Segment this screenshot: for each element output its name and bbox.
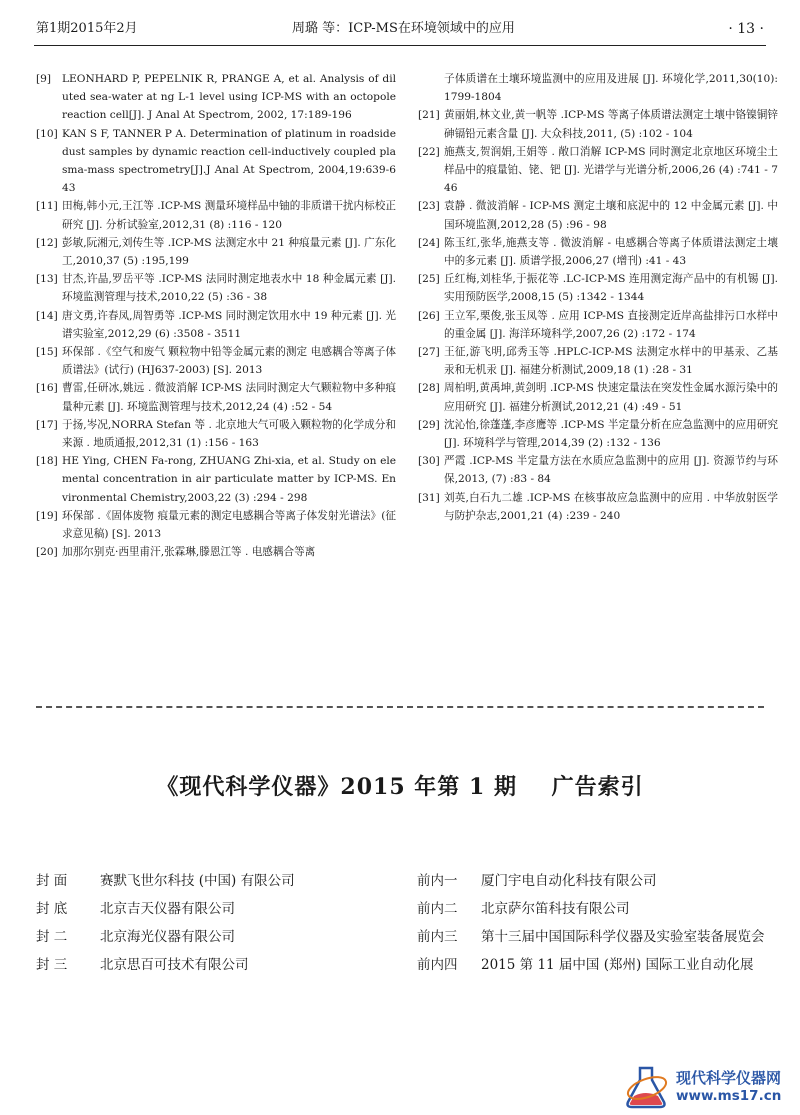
reference-text: 于扬,岑况,NORRA Stefan 等 . 北京地大气可吸入颗粒物的化学成分和来源 . 地质通报,2012,31 (1) :156 - 163 (62, 418, 396, 450)
reference-text: 丘红梅,刘桂华,于振花等 .LC-ICP-MS 连用测定海产品中的有机锡 [J]. 实用预防医学,2008,15 (5) :1342 - 1344 (444, 273, 778, 304)
reference-text: 彭敏,阮湘元,刘传生等 .ICP-MS 法测定水中 21 种痕量元素 [J]. 广东化工,2010,37 (5) :195,199 (62, 236, 396, 268)
reference-item (418, 452, 778, 488)
reference-text: 袁静 . 微波消解 - ICP-MS 测定土壤和底泥中的 12 中金属元素 [J]. 中国环境监测,2012,28 (5) :96 - 98 (444, 200, 778, 231)
reference-item (418, 379, 778, 415)
reference-text: 周柏明,黄禹坤,黄剑明 .ICP-MS 快速定量法在突发性金属水源污染中的应用研究 [J]. 福建分析测试,2012,21 (4) :49 - 51 (444, 382, 778, 413)
reference-text: 黄丽娟,林文业,黄一帆等 .ICP-MS 等离子体质谱法测定土壤中铬镍铜锌砷镉铅元素含量 [J]. 大众科技,2011, (5) :102 - 104 (444, 109, 778, 140)
reference-item (418, 270, 778, 306)
reference-item (418, 416, 778, 452)
reference-text: 唐文勇,许春凤,周智勇等 .ICP-MS 同时测定饮用水中 19 种元素 [J]. 光谱实验室,2012,29 (6) :3508 - 3511 (62, 309, 396, 340)
advertiser-name: 北京思百可技术有限公司 (100, 957, 249, 973)
header-divider (34, 45, 766, 46)
flask-icon (622, 1064, 672, 1110)
reference-text: 环保部 .《固体废物 痕量元素的测定电感耦合等离子体发射光谱法》(征求意见稿) [S]. 2013 (62, 509, 396, 541)
reference-item (418, 234, 778, 270)
ad-index-row (36, 954, 396, 982)
reference-item (418, 307, 778, 343)
ad-index-row (417, 926, 787, 954)
reference-number: [23] (418, 200, 440, 213)
reference-number: [16] (36, 382, 58, 395)
ad-index-left-list (36, 870, 396, 982)
reference-item (36, 507, 396, 543)
reference-number: [20] (36, 546, 58, 559)
reference-number: [19] (36, 509, 58, 522)
ad-index-row (417, 870, 787, 898)
reference-item (418, 343, 778, 379)
reference-number: [21] (418, 109, 440, 122)
page-header (36, 17, 764, 41)
reference-number: [30] (418, 455, 440, 468)
reference-text: 陈玉红,张华,施燕支等 . 微波消解 - 电感耦合等离子体质谱法测定土壤中的多元素 [J]. 质谱学报,2006,27 (增刊) :41 - 43 (444, 236, 778, 268)
ad-position: 前内三 (417, 929, 458, 945)
reference-number: [27] (418, 346, 440, 359)
ad-position: 前内二 (417, 901, 458, 917)
advertiser-name: 第十三届中国国际科学仪器及实验室装备展览会 (481, 929, 765, 945)
reference-item (36, 307, 396, 343)
reference-item (418, 106, 778, 142)
reference-item (36, 197, 396, 233)
reference-number: [25] (418, 273, 440, 286)
reference-number: [17] (36, 418, 58, 431)
reference-item (36, 234, 396, 270)
reference-item (36, 379, 396, 415)
reference-number: [24] (418, 236, 440, 249)
reference-text: 严霞 .ICP-MS 半定量方法在水质应急监测中的应用 [J]. 资源节约与环保,2013, (7) :83 - 84 (444, 455, 778, 486)
ad-index-row (36, 870, 396, 898)
ad-position: 封 二 (36, 929, 68, 945)
advertiser-name: 厦门宇电自动化科技有限公司 (481, 873, 657, 889)
reference-text: 沈沁怡,徐蓬蓬,李彦鹰等 .ICP-MS 半定量分析在应急监测中的应用研究 [J]. 环境科学与管理,2014,39 (2) :132 - 136 (444, 418, 778, 450)
ad-position: 封 三 (36, 957, 68, 973)
reference-number: [18] (36, 455, 58, 468)
reference-number: [15] (36, 346, 58, 359)
watermark-url: www.ms17.cn (676, 1088, 782, 1104)
ad-position: 前内一 (417, 873, 458, 889)
advertiser-name: 北京萨尔笛科技有限公司 (481, 901, 630, 917)
reference-number: [10] (36, 127, 58, 140)
reference-item (36, 70, 396, 125)
ad-index-row (36, 926, 396, 954)
references-right-column (418, 70, 778, 525)
reference-item (36, 543, 396, 561)
ad-index-row (417, 898, 787, 926)
reference-text: 施燕支,贺润娟,王娟等 . 敞口消解 ICP-MS 同时测定北京地区环境尘土样品中的痕量铂、铑、钯 [J]. 光谱学与光谱分析,2006,26 (4) :741 - 746 (444, 145, 778, 195)
ad-index-right-list (417, 870, 787, 982)
reference-number: [31] (418, 491, 440, 504)
advertiser-name: 赛默飞世尔科技 (中国) 有限公司 (100, 873, 295, 889)
references-left-column (36, 70, 396, 561)
reference-number: [14] (36, 309, 58, 322)
page-number: · 13 · (728, 21, 764, 37)
reference-number: [11] (36, 200, 58, 213)
issue-label: 第1期2015年2月 (36, 21, 138, 36)
reference-continuation-text: 子体质谱在土壤环境监测中的应用及进展 [J]. 环境化学,2011,30(10):1799-1804 (444, 73, 778, 104)
reference-text: 加那尔别克·西里甫汗,张霖琳,滕恩江等 . 电感耦合等离 (62, 546, 316, 559)
reference-number: [9] (36, 73, 52, 85)
reference-continuation (418, 70, 778, 106)
reference-item (36, 343, 396, 379)
reference-item (36, 416, 396, 452)
watermark-logo (622, 1062, 794, 1112)
reference-text: 王征,游飞明,邱秀玉等 .HPLC-ICP-MS 法测定水样中的甲基汞、乙基汞和无机汞 [J]. 福建分析测试,2009,18 (1) :28 - 31 (444, 346, 778, 377)
reference-text: 刘英,白石九二雄 .ICP-MS 在核事故应急监测中的应用 . 中华放射医学与防护杂志,2001,21 (4) :239 - 240 (444, 491, 778, 522)
ad-position: 封 底 (36, 901, 68, 917)
reference-text: KAN S F, TANNER P A. Determination of platinum in roadside dust samples by dynamic reaction cell-inductively coupled plasma-mass spectrometry[J].J Anal At Spectrom, 2004,19:639-643 (62, 127, 396, 195)
reference-number: [26] (418, 309, 440, 322)
ad-index-title: 《现代科学仪器》2015 年第 1 期 广告索引 (156, 774, 644, 800)
reference-number: [28] (418, 382, 440, 395)
ad-position: 封 面 (36, 873, 68, 889)
ad-index-row (36, 898, 396, 926)
reference-text: 环保部 .《空气和废气 颗粒物中铅等金属元素的测定 电感耦合等离子体质谱法》(试行) (HJ637-2003) [S]. 2013 (62, 346, 396, 377)
running-title: 周璐 等：ICP-MS在环境领域中的应用 (292, 21, 515, 36)
reference-number: [22] (418, 145, 440, 158)
dashed-separator (36, 706, 764, 708)
reference-item (418, 143, 778, 198)
reference-text: 王立军,栗俊,张玉凤等 . 应用 ICP-MS 直接测定近岸高盐排污口水样中的重金属 [J]. 海洋环境科学,2007,26 (2) :172 - 174 (444, 309, 778, 340)
advertiser-name: 2015 第 11 届中国 (郑州) 国际工业自动化展 (481, 957, 754, 973)
reference-text: 甘杰,许晶,罗岳平等 .ICP-MS 法同时测定地表水中 18 种金属元素 [J]. 环境监测管理与技术,2010,22 (5) :36 - 38 (62, 273, 396, 304)
reference-text: HE Ying, CHEN Fa-rong, ZHUANG Zhi-xia, et al. Study on elemental concentration in air particulate matter by ICP-MS. Environmental Chemistry,2003,22 (3) :294 - 298 (62, 455, 396, 504)
reference-number: [13] (36, 273, 58, 286)
advertiser-name: 北京吉天仪器有限公司 (100, 901, 235, 917)
ad-index-row (417, 954, 787, 982)
advertiser-name: 北京海光仪器有限公司 (100, 929, 235, 945)
reference-number: [29] (418, 418, 440, 431)
reference-item (418, 197, 778, 233)
reference-text: 曹雷,任研冰,姚远 . 微波消解 ICP-MS 法同时测定大气颗粒物中多种痕量种元素 [J]. 环境监测管理与技术,2012,24 (4) :52 - 54 (62, 382, 396, 413)
reference-item (36, 125, 396, 198)
reference-number: [12] (36, 236, 58, 249)
reference-item (418, 489, 778, 525)
watermark-brand: 现代科学仪器网 (676, 1069, 782, 1087)
reference-item (36, 270, 396, 306)
reference-text: 田梅,韩小元,王江等 .ICP-MS 测量环境样品中铀的非质谱干扰内标校正研究 [J]. 分析试验室,2012,31 (8) :116 - 120 (62, 200, 396, 231)
ad-position: 前内四 (417, 957, 458, 973)
reference-text: LEONHARD P, PEPELNIK R, PRANGE A, et al. Analysis of diluted sea-water at ng L-1 level using ICP-MS with an octopole reaction cell[J]. J Anal At Spectrom, 2002, 17:189-196 (62, 73, 396, 122)
reference-item (36, 452, 396, 507)
